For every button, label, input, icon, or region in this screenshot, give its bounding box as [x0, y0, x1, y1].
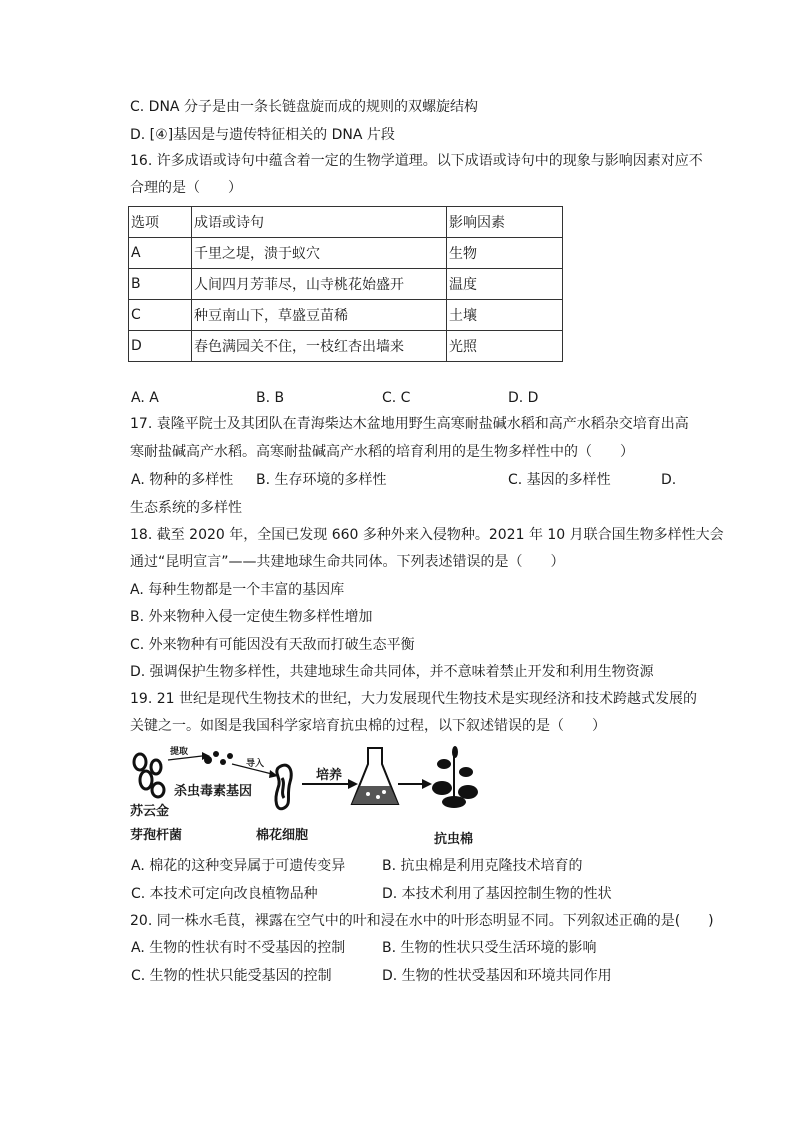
table-cell: 种豆南山下，草盛豆苗稀 [192, 300, 447, 331]
table-cell: D [129, 331, 192, 362]
question-18-text: 通过“昆明宣言”——共建地球生命共同体。下列表述错误的是（ ） [130, 554, 565, 570]
answer-option-a: A. 物种的多样性 [131, 472, 234, 488]
answer-option-d: D. 生物的性状受基因和环境共同作用 [382, 968, 612, 984]
table-cell: 土壤 [447, 300, 563, 331]
table-header: 影响因素 [447, 207, 563, 238]
answer-option-d: D. 本技术利用了基因控制生物的性状 [382, 886, 612, 902]
table-header: 成语或诗句 [192, 207, 447, 238]
answer-option-a: A. A [131, 390, 159, 406]
label-extract: 提取 [170, 747, 189, 757]
label-resistant-cotton: 抗虫棉 [434, 832, 474, 847]
option-line: C. DNA 分子是由一条长链盘旋而成的规则的双螺旋结构 [130, 99, 478, 115]
question-16-text: 合理的是（ ） [130, 180, 242, 196]
label-toxin-gene: 杀虫毒素基因 [174, 784, 253, 799]
table-cell: 温度 [447, 269, 563, 300]
table-header-row [129, 207, 563, 238]
table-cell: 春色满园关不住，一枝红杏出墙来 [192, 331, 447, 362]
table-cell: A [129, 238, 192, 269]
question-17-text: 17. 袁隆平院士及其团队在青海柴达木盆地用野生高寒耐盐碱水稻和高产水稻杂交培育出高 [130, 416, 689, 432]
answer-option-c: C. 本技术可定向改良植物品种 [131, 886, 318, 902]
answer-option-b: B. 外来物种入侵一定使生物多样性增加 [130, 609, 373, 625]
table-cell: 生物 [447, 238, 563, 269]
question-19-text: 19. 21 世纪是现代生物技术的世纪，大力发展现代生物技术是实现经济和技术跨越式发展的 [130, 691, 697, 707]
table-header: 选项 [129, 207, 192, 238]
question-17-text: 寒耐盐碱高产水稻。高寒耐盐碱高产水稻的培育利用的是生物多样性中的（ ） [130, 444, 634, 460]
option-line: D. [④]基因是与遗传特征相关的 DNA 片段 [130, 127, 395, 143]
answer-option-c: C. 生物的性状只能受基因的控制 [131, 968, 332, 984]
dna-fragment-icon [204, 751, 233, 765]
answer-option-c: C. 基因的多样性 [508, 472, 611, 488]
answer-option-c: C. C [382, 390, 411, 406]
label-bacillus: 苏云金 [130, 804, 170, 819]
flask-icon [352, 748, 398, 804]
answer-option-b: B. 生物的性状只受生活环境的影响 [382, 940, 597, 956]
question-19-text: 关键之一。如图是我国科学家培育抗虫棉的过程，以下叙述错误的是（ ） [130, 718, 606, 734]
label-import: 导入 [246, 759, 265, 769]
table-cell: 光照 [447, 331, 563, 362]
table-row [129, 238, 563, 269]
table-cell: C [129, 300, 192, 331]
table-cell: 人间四月芳菲尽，山寺桃花始盛开 [192, 269, 447, 300]
table-cell: B [129, 269, 192, 300]
label-cotton-cell: 棉花细胞 [256, 828, 309, 843]
answer-option-b: B. 生存环境的多样性 [256, 472, 387, 488]
answer-option-d: D. 强调保护生物多样性，共建地球生命共同体，并不意味着禁止开发和利用生物资源 [130, 664, 654, 680]
table-row [129, 331, 563, 362]
answer-option-c: C. 外来物种有可能因没有天敌而打破生态平衡 [130, 637, 415, 653]
answer-option-b: B. B [256, 390, 285, 406]
answer-option-a: A. 棉花的这种变异属于可遗传变异 [131, 858, 346, 874]
answer-option-d: D. D [508, 390, 539, 406]
cotton-cell-icon [276, 765, 291, 809]
insect-resistant-cotton-diagram [128, 742, 548, 850]
answer-option-b: B. 抗虫棉是利用克隆技术培育的 [382, 858, 583, 874]
answer-option-a: A. 生物的性状有时不受基因的控制 [131, 940, 346, 956]
question-16-table [128, 206, 563, 362]
answer-option-d-continued: 生态系统的多样性 [130, 500, 242, 516]
label-culture: 培养 [316, 768, 343, 783]
label-bacillus: 芽孢杆菌 [130, 828, 183, 843]
table-cell: 千里之堤，溃于蚁穴 [192, 238, 447, 269]
answer-option-a: A. 每种生物都是一个丰富的基因库 [130, 582, 345, 598]
table-row [129, 269, 563, 300]
answer-option-d: D. [661, 472, 677, 488]
question-18-text: 18. 截至 2020 年，全国已发现 660 多种外来入侵物种。2021 年 10 月联合国生物多样性大会 [130, 527, 724, 543]
question-20-text: 20. 同一株水毛茛，裸露在空气中的叶和浸在水中的叶形态明显不同。下列叙述正确的是( ) [130, 913, 714, 929]
cotton-plant-icon [432, 746, 478, 808]
bacteria-icon [134, 754, 164, 797]
table-row [129, 300, 563, 331]
question-16-text: 16. 许多成语或诗句中蕴含着一定的生物学道理。以下成语或诗句中的现象与影响因素对应不 [130, 153, 703, 169]
